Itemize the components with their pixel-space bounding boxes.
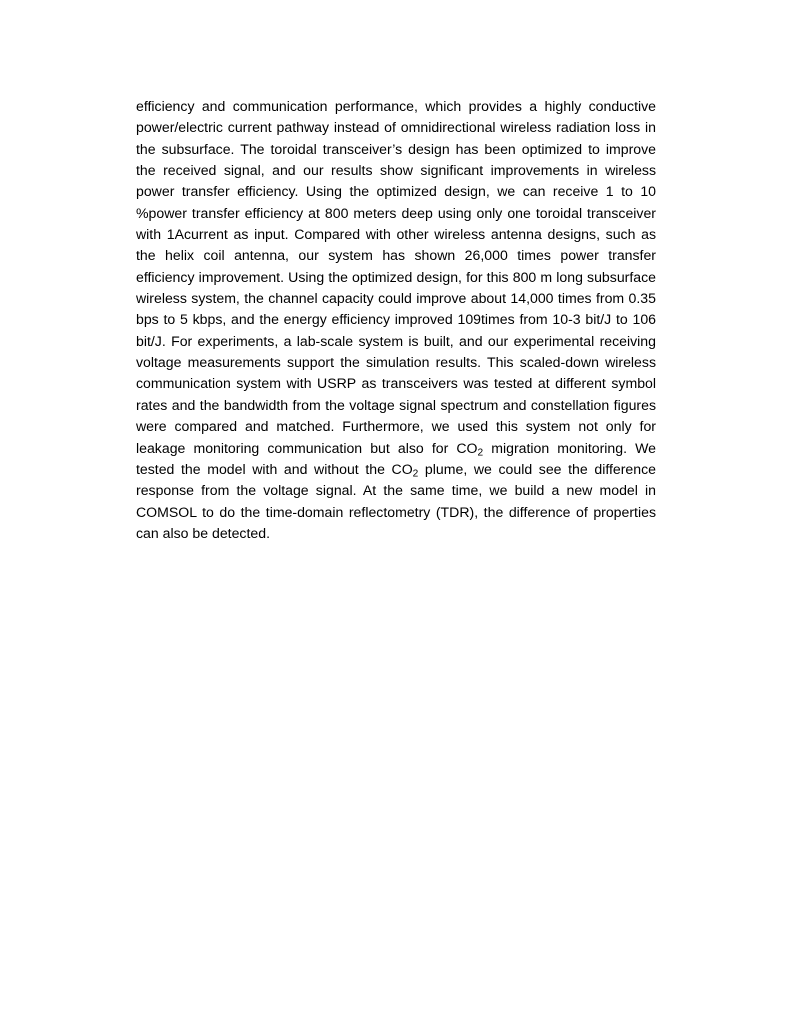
- paragraph-text-part-2: migration monitoring. We tested the model with and without the CO: [136, 439, 656, 477]
- co2-subscript-1: 2: [477, 447, 484, 459]
- co2-subscript-2: 2: [412, 468, 419, 480]
- abstract-paragraph: [136, 96, 656, 544]
- paragraph-text-part-3: plume, we could see the difference response from the voltage signal. At the same time, we build a new model in COMSOL to do the time-domain reflectometry (TDR), the difference of properties can also be detected.: [136, 460, 656, 541]
- paragraph-text-part-1: efficiency and communication performance, which provides a highly conductive power/electric current pathway instead of omnidirectional wireless radiation loss in the subsurface. The toroidal transceiver’s design has been optimized to improve the received signal, and our results show significant improvements in wireless power transfer efficiency. Using the optimized design, we can receive 1 to 10 %power transfer efficiency at 800 meters deep using only one toroidal transceiver with 1Acurrent as input. Compared with other wireless antenna designs, such as the helix coil antenna, our system has shown 26,000 times power transfer efficiency improvement. Using the optimized design, for this 800 m long subsurface wireless system, the channel capacity could improve about 14,000 times from 0.35 bps to 5 kbps, and the energy efficiency improved 109times from 10-3 bit/J to 106 bit/J. For experiments, a lab-scale system is built, and our experimental receiving voltage measurements support the simulation results. This scaled-down wireless communication system with USRP as transceivers was tested at different symbol rates and the bandwidth from the voltage signal spectrum and constellation figures were compared and matched. Furthermore, we used this system not only for leakage monitoring communication but also for CO: [136, 98, 656, 456]
